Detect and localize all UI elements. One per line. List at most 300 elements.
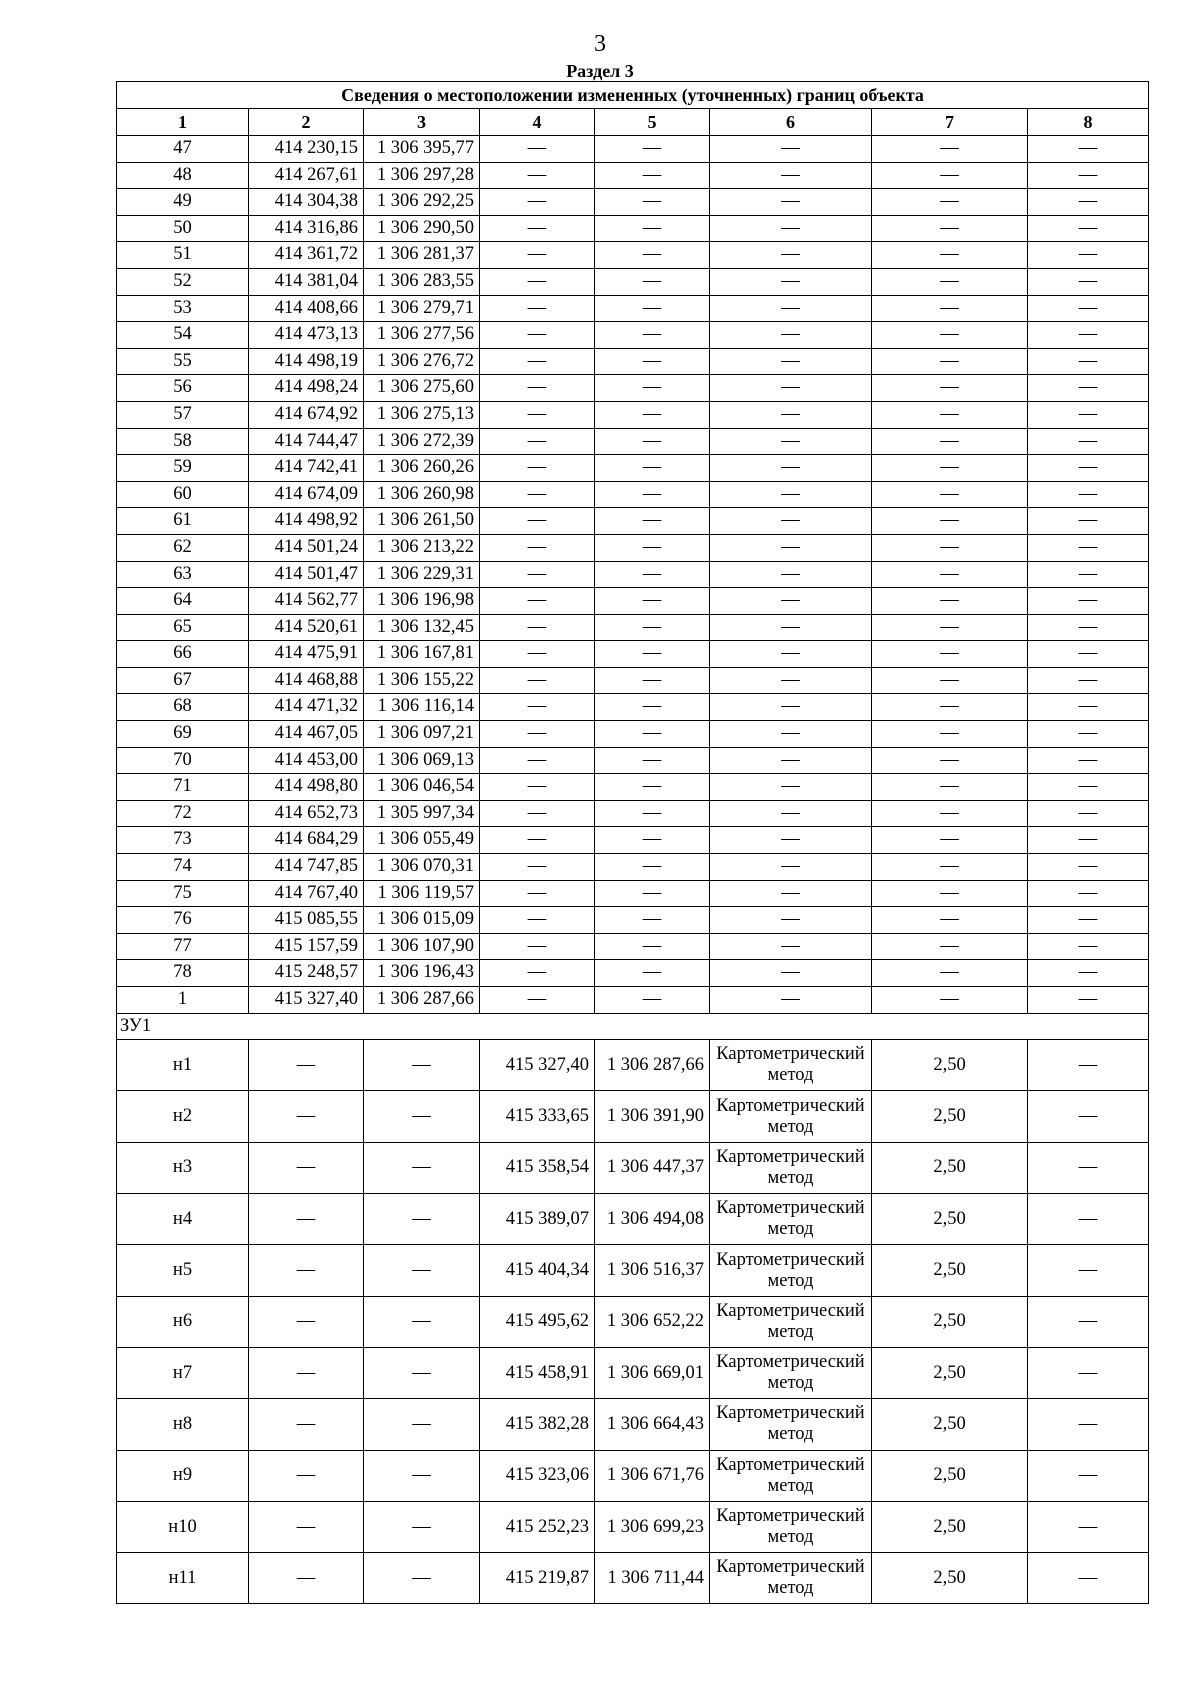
point-number-cell: 64 bbox=[117, 588, 249, 615]
table-row bbox=[117, 933, 1149, 960]
group-row bbox=[117, 1013, 1149, 1040]
empty-dash-cell: — bbox=[480, 375, 595, 402]
existing-x-cell: 414 747,85 bbox=[249, 854, 364, 881]
empty-dash-cell: — bbox=[364, 1040, 480, 1091]
empty-dash-cell: — bbox=[595, 641, 710, 668]
table-row bbox=[117, 880, 1149, 907]
point-number-cell: 69 bbox=[117, 721, 249, 748]
empty-dash-cell: — bbox=[1028, 854, 1149, 881]
empty-dash-cell: — bbox=[1028, 215, 1149, 242]
existing-y-cell: 1 306 281,37 bbox=[364, 242, 480, 269]
empty-dash-cell: — bbox=[1028, 667, 1149, 694]
empty-dash-cell: — bbox=[872, 295, 1028, 322]
accuracy-cell: 2,50 bbox=[872, 1040, 1028, 1091]
empty-dash-cell: — bbox=[872, 508, 1028, 535]
empty-dash-cell: — bbox=[364, 1296, 480, 1347]
empty-dash-cell: — bbox=[1028, 348, 1149, 375]
table-row bbox=[117, 1194, 1149, 1245]
table-row bbox=[117, 774, 1149, 801]
empty-dash-cell: — bbox=[1028, 694, 1149, 721]
method-cell: Картометрический метод bbox=[710, 1450, 872, 1501]
empty-dash-cell: — bbox=[872, 348, 1028, 375]
existing-x-cell: 414 684,29 bbox=[249, 827, 364, 854]
existing-x-cell: 415 085,55 bbox=[249, 907, 364, 934]
existing-x-cell: 414 381,04 bbox=[249, 268, 364, 295]
empty-dash-cell: — bbox=[710, 641, 872, 668]
empty-dash-cell: — bbox=[1028, 534, 1149, 561]
existing-x-cell: 414 744,47 bbox=[249, 428, 364, 455]
table-row bbox=[117, 747, 1149, 774]
accuracy-cell: 2,50 bbox=[872, 1501, 1028, 1552]
point-number-cell: 68 bbox=[117, 694, 249, 721]
empty-dash-cell: — bbox=[1028, 747, 1149, 774]
empty-dash-cell: — bbox=[710, 136, 872, 163]
empty-dash-cell: — bbox=[1028, 401, 1149, 428]
existing-x-cell: 414 471,32 bbox=[249, 694, 364, 721]
point-number-cell: 72 bbox=[117, 800, 249, 827]
empty-dash-cell: — bbox=[1028, 614, 1149, 641]
point-number-cell: 65 bbox=[117, 614, 249, 641]
existing-y-cell: 1 306 260,26 bbox=[364, 455, 480, 482]
empty-dash-cell: — bbox=[480, 162, 595, 189]
empty-dash-cell: — bbox=[1028, 1399, 1149, 1450]
empty-dash-cell: — bbox=[595, 481, 710, 508]
new-y-cell: 1 306 699,23 bbox=[595, 1501, 710, 1552]
empty-dash-cell: — bbox=[872, 614, 1028, 641]
accuracy-cell: 2,50 bbox=[872, 1553, 1028, 1604]
accuracy-cell: 2,50 bbox=[872, 1347, 1028, 1398]
accuracy-cell: 2,50 bbox=[872, 1194, 1028, 1245]
empty-dash-cell: — bbox=[1028, 641, 1149, 668]
method-cell: Картометрический метод bbox=[710, 1194, 872, 1245]
empty-dash-cell: — bbox=[595, 295, 710, 322]
new-y-cell: 1 306 711,44 bbox=[595, 1553, 710, 1604]
empty-dash-cell: — bbox=[595, 215, 710, 242]
empty-dash-cell: — bbox=[872, 667, 1028, 694]
empty-dash-cell: — bbox=[872, 561, 1028, 588]
method-cell: Картометрический метод bbox=[710, 1347, 872, 1398]
method-cell: Картометрический метод bbox=[710, 1553, 872, 1604]
new-y-cell: 1 306 664,43 bbox=[595, 1399, 710, 1450]
new-y-cell: 1 306 447,37 bbox=[595, 1142, 710, 1193]
empty-dash-cell: — bbox=[595, 907, 710, 934]
existing-x-cell: 414 361,72 bbox=[249, 242, 364, 269]
point-number-cell: 77 bbox=[117, 933, 249, 960]
empty-dash-cell: — bbox=[872, 481, 1028, 508]
table-row bbox=[117, 136, 1149, 163]
existing-y-cell: 1 306 196,43 bbox=[364, 960, 480, 987]
existing-y-cell: 1 306 395,77 bbox=[364, 136, 480, 163]
empty-dash-cell: — bbox=[595, 136, 710, 163]
point-number-cell: 55 bbox=[117, 348, 249, 375]
existing-y-cell: 1 306 287,66 bbox=[364, 987, 480, 1014]
empty-dash-cell: — bbox=[480, 322, 595, 349]
existing-x-cell: 414 230,15 bbox=[249, 136, 364, 163]
new-y-cell: 1 306 671,76 bbox=[595, 1450, 710, 1501]
existing-x-cell: 414 652,73 bbox=[249, 800, 364, 827]
table-row bbox=[117, 614, 1149, 641]
existing-y-cell: 1 306 279,71 bbox=[364, 295, 480, 322]
empty-dash-cell: — bbox=[710, 348, 872, 375]
empty-dash-cell: — bbox=[1028, 189, 1149, 216]
table-row bbox=[117, 401, 1149, 428]
table-row bbox=[117, 588, 1149, 615]
empty-dash-cell: — bbox=[595, 800, 710, 827]
point-number-cell: 70 bbox=[117, 747, 249, 774]
empty-dash-cell: — bbox=[1028, 1194, 1149, 1245]
accuracy-cell: 2,50 bbox=[872, 1450, 1028, 1501]
table-row bbox=[117, 481, 1149, 508]
existing-y-cell: 1 306 055,49 bbox=[364, 827, 480, 854]
empty-dash-cell: — bbox=[595, 162, 710, 189]
existing-x-cell: 415 327,40 bbox=[249, 987, 364, 1014]
point-number-cell: 67 bbox=[117, 667, 249, 694]
existing-x-cell: 415 248,57 bbox=[249, 960, 364, 987]
point-number-cell: 78 bbox=[117, 960, 249, 987]
existing-y-cell: 1 306 196,98 bbox=[364, 588, 480, 615]
existing-x-cell: 414 467,05 bbox=[249, 721, 364, 748]
existing-x-cell: 414 475,91 bbox=[249, 641, 364, 668]
empty-dash-cell: — bbox=[480, 907, 595, 934]
existing-y-cell: 1 306 070,31 bbox=[364, 854, 480, 881]
existing-y-cell: 1 306 155,22 bbox=[364, 667, 480, 694]
empty-dash-cell: — bbox=[710, 455, 872, 482]
empty-dash-cell: — bbox=[710, 401, 872, 428]
table-body bbox=[117, 136, 1149, 1604]
table-row bbox=[117, 348, 1149, 375]
empty-dash-cell: — bbox=[595, 854, 710, 881]
column-number: 2 bbox=[249, 109, 364, 136]
empty-dash-cell: — bbox=[710, 162, 872, 189]
existing-x-cell: 414 674,92 bbox=[249, 401, 364, 428]
empty-dash-cell: — bbox=[710, 588, 872, 615]
point-number-cell: 76 bbox=[117, 907, 249, 934]
empty-dash-cell: — bbox=[710, 322, 872, 349]
table-row bbox=[117, 1040, 1149, 1091]
empty-dash-cell: — bbox=[872, 401, 1028, 428]
point-number-cell: 73 bbox=[117, 827, 249, 854]
point-number-cell: 57 bbox=[117, 401, 249, 428]
empty-dash-cell: — bbox=[710, 987, 872, 1014]
empty-dash-cell: — bbox=[364, 1142, 480, 1193]
group-label-cell: ЗУ1 bbox=[117, 1013, 1149, 1040]
existing-x-cell: 414 501,24 bbox=[249, 534, 364, 561]
existing-x-cell: 414 267,61 bbox=[249, 162, 364, 189]
empty-dash-cell: — bbox=[595, 827, 710, 854]
table-row bbox=[117, 827, 1149, 854]
new-x-cell: 415 382,28 bbox=[480, 1399, 595, 1450]
empty-dash-cell: — bbox=[710, 189, 872, 216]
empty-dash-cell: — bbox=[1028, 721, 1149, 748]
empty-dash-cell: — bbox=[710, 907, 872, 934]
table-row bbox=[117, 215, 1149, 242]
accuracy-cell: 2,50 bbox=[872, 1245, 1028, 1296]
empty-dash-cell: — bbox=[249, 1450, 364, 1501]
empty-dash-cell: — bbox=[710, 774, 872, 801]
empty-dash-cell: — bbox=[872, 375, 1028, 402]
empty-dash-cell: — bbox=[480, 933, 595, 960]
point-number-cell: 60 bbox=[117, 481, 249, 508]
empty-dash-cell: — bbox=[710, 242, 872, 269]
empty-dash-cell: — bbox=[480, 508, 595, 535]
empty-dash-cell: — bbox=[364, 1553, 480, 1604]
new-y-cell: 1 306 669,01 bbox=[595, 1347, 710, 1398]
point-number-cell: н8 bbox=[117, 1399, 249, 1450]
new-x-cell: 415 458,91 bbox=[480, 1347, 595, 1398]
empty-dash-cell: — bbox=[595, 880, 710, 907]
empty-dash-cell: — bbox=[364, 1245, 480, 1296]
empty-dash-cell: — bbox=[480, 136, 595, 163]
method-cell: Картометрический метод bbox=[710, 1501, 872, 1552]
empty-dash-cell: — bbox=[364, 1091, 480, 1142]
empty-dash-cell: — bbox=[710, 854, 872, 881]
point-number-cell: н10 bbox=[117, 1501, 249, 1552]
table-row bbox=[117, 1347, 1149, 1398]
empty-dash-cell: — bbox=[1028, 561, 1149, 588]
existing-x-cell: 414 498,80 bbox=[249, 774, 364, 801]
point-number-cell: 71 bbox=[117, 774, 249, 801]
empty-dash-cell: — bbox=[595, 375, 710, 402]
empty-dash-cell: — bbox=[872, 136, 1028, 163]
empty-dash-cell: — bbox=[872, 800, 1028, 827]
empty-dash-cell: — bbox=[364, 1194, 480, 1245]
empty-dash-cell: — bbox=[872, 588, 1028, 615]
empty-dash-cell: — bbox=[595, 428, 710, 455]
table-row bbox=[117, 189, 1149, 216]
empty-dash-cell: — bbox=[595, 721, 710, 748]
point-number-cell: 75 bbox=[117, 880, 249, 907]
existing-x-cell: 414 742,41 bbox=[249, 455, 364, 482]
empty-dash-cell: — bbox=[480, 189, 595, 216]
point-number-cell: н9 bbox=[117, 1450, 249, 1501]
empty-dash-cell: — bbox=[1028, 162, 1149, 189]
existing-y-cell: 1 306 276,72 bbox=[364, 348, 480, 375]
method-cell: Картометрический метод bbox=[710, 1296, 872, 1347]
empty-dash-cell: — bbox=[1028, 295, 1149, 322]
new-x-cell: 415 333,65 bbox=[480, 1091, 595, 1142]
empty-dash-cell: — bbox=[710, 375, 872, 402]
point-number-cell: 48 bbox=[117, 162, 249, 189]
empty-dash-cell: — bbox=[480, 960, 595, 987]
empty-dash-cell: — bbox=[480, 747, 595, 774]
new-x-cell: 415 495,62 bbox=[480, 1296, 595, 1347]
empty-dash-cell: — bbox=[872, 747, 1028, 774]
table-row bbox=[117, 162, 1149, 189]
empty-dash-cell: — bbox=[480, 428, 595, 455]
table-caption: Сведения о местоположении измененных (уточненных) границ объекта bbox=[117, 82, 1149, 109]
empty-dash-cell: — bbox=[710, 428, 872, 455]
empty-dash-cell: — bbox=[249, 1501, 364, 1552]
empty-dash-cell: — bbox=[364, 1399, 480, 1450]
empty-dash-cell: — bbox=[595, 189, 710, 216]
empty-dash-cell: — bbox=[480, 721, 595, 748]
table-row bbox=[117, 561, 1149, 588]
existing-x-cell: 414 520,61 bbox=[249, 614, 364, 641]
empty-dash-cell: — bbox=[1028, 508, 1149, 535]
column-number: 5 bbox=[595, 109, 710, 136]
point-number-cell: н11 bbox=[117, 1553, 249, 1604]
point-number-cell: 59 bbox=[117, 455, 249, 482]
existing-y-cell: 1 306 261,50 bbox=[364, 508, 480, 535]
point-number-cell: н4 bbox=[117, 1194, 249, 1245]
empty-dash-cell: — bbox=[1028, 455, 1149, 482]
empty-dash-cell: — bbox=[710, 295, 872, 322]
empty-dash-cell: — bbox=[710, 215, 872, 242]
new-x-cell: 415 404,34 bbox=[480, 1245, 595, 1296]
empty-dash-cell: — bbox=[1028, 481, 1149, 508]
empty-dash-cell: — bbox=[872, 774, 1028, 801]
new-y-cell: 1 306 391,90 bbox=[595, 1091, 710, 1142]
empty-dash-cell: — bbox=[872, 987, 1028, 1014]
empty-dash-cell: — bbox=[249, 1399, 364, 1450]
empty-dash-cell: — bbox=[710, 880, 872, 907]
table-row bbox=[117, 800, 1149, 827]
empty-dash-cell: — bbox=[595, 534, 710, 561]
empty-dash-cell: — bbox=[1028, 1245, 1149, 1296]
point-number-cell: н5 bbox=[117, 1245, 249, 1296]
empty-dash-cell: — bbox=[595, 933, 710, 960]
new-x-cell: 415 389,07 bbox=[480, 1194, 595, 1245]
point-number-cell: 63 bbox=[117, 561, 249, 588]
empty-dash-cell: — bbox=[1028, 1296, 1149, 1347]
empty-dash-cell: — bbox=[595, 747, 710, 774]
empty-dash-cell: — bbox=[1028, 1553, 1149, 1604]
existing-y-cell: 1 306 297,28 bbox=[364, 162, 480, 189]
empty-dash-cell: — bbox=[710, 614, 872, 641]
method-cell: Картометрический метод bbox=[710, 1142, 872, 1193]
empty-dash-cell: — bbox=[872, 960, 1028, 987]
empty-dash-cell: — bbox=[1028, 774, 1149, 801]
point-number-cell: 54 bbox=[117, 322, 249, 349]
empty-dash-cell: — bbox=[872, 880, 1028, 907]
empty-dash-cell: — bbox=[710, 747, 872, 774]
table-row bbox=[117, 907, 1149, 934]
empty-dash-cell: — bbox=[480, 588, 595, 615]
existing-y-cell: 1 306 229,31 bbox=[364, 561, 480, 588]
empty-dash-cell: — bbox=[364, 1501, 480, 1552]
column-number: 4 bbox=[480, 109, 595, 136]
empty-dash-cell: — bbox=[480, 295, 595, 322]
table-row bbox=[117, 1501, 1149, 1552]
existing-x-cell: 414 473,13 bbox=[249, 322, 364, 349]
existing-x-cell: 414 453,00 bbox=[249, 747, 364, 774]
method-cell: Картометрический метод bbox=[710, 1399, 872, 1450]
empty-dash-cell: — bbox=[872, 827, 1028, 854]
empty-dash-cell: — bbox=[872, 268, 1028, 295]
empty-dash-cell: — bbox=[872, 215, 1028, 242]
empty-dash-cell: — bbox=[480, 800, 595, 827]
new-y-cell: 1 306 652,22 bbox=[595, 1296, 710, 1347]
table-row bbox=[117, 455, 1149, 482]
existing-y-cell: 1 306 107,90 bbox=[364, 933, 480, 960]
empty-dash-cell: — bbox=[480, 268, 595, 295]
accuracy-cell: 2,50 bbox=[872, 1091, 1028, 1142]
table-row bbox=[117, 1296, 1149, 1347]
existing-x-cell: 414 562,77 bbox=[249, 588, 364, 615]
empty-dash-cell: — bbox=[1028, 933, 1149, 960]
table-row bbox=[117, 322, 1149, 349]
table-row bbox=[117, 268, 1149, 295]
point-number-cell: 53 bbox=[117, 295, 249, 322]
accuracy-cell: 2,50 bbox=[872, 1399, 1028, 1450]
column-number: 3 bbox=[364, 109, 480, 136]
new-x-cell: 415 327,40 bbox=[480, 1040, 595, 1091]
point-number-cell: 1 bbox=[117, 987, 249, 1014]
existing-x-cell: 414 498,24 bbox=[249, 375, 364, 402]
empty-dash-cell: — bbox=[710, 933, 872, 960]
existing-y-cell: 1 306 290,50 bbox=[364, 215, 480, 242]
empty-dash-cell: — bbox=[249, 1347, 364, 1398]
empty-dash-cell: — bbox=[595, 667, 710, 694]
existing-y-cell: 1 306 116,14 bbox=[364, 694, 480, 721]
point-number-cell: 66 bbox=[117, 641, 249, 668]
empty-dash-cell: — bbox=[480, 455, 595, 482]
new-y-cell: 1 306 516,37 bbox=[595, 1245, 710, 1296]
empty-dash-cell: — bbox=[872, 854, 1028, 881]
existing-x-cell: 414 304,38 bbox=[249, 189, 364, 216]
existing-y-cell: 1 306 119,57 bbox=[364, 880, 480, 907]
point-number-cell: н1 bbox=[117, 1040, 249, 1091]
column-number: 6 bbox=[710, 109, 872, 136]
existing-y-cell: 1 306 292,25 bbox=[364, 189, 480, 216]
existing-y-cell: 1 306 283,55 bbox=[364, 268, 480, 295]
empty-dash-cell: — bbox=[872, 721, 1028, 748]
empty-dash-cell: — bbox=[1028, 242, 1149, 269]
existing-y-cell: 1 306 272,39 bbox=[364, 428, 480, 455]
empty-dash-cell: — bbox=[480, 854, 595, 881]
existing-x-cell: 414 674,09 bbox=[249, 481, 364, 508]
new-x-cell: 415 219,87 bbox=[480, 1553, 595, 1604]
empty-dash-cell: — bbox=[364, 1450, 480, 1501]
table-row bbox=[117, 375, 1149, 402]
empty-dash-cell: — bbox=[595, 242, 710, 269]
empty-dash-cell: — bbox=[1028, 800, 1149, 827]
point-number-cell: 56 bbox=[117, 375, 249, 402]
empty-dash-cell: — bbox=[595, 960, 710, 987]
point-number-cell: н6 bbox=[117, 1296, 249, 1347]
table-row bbox=[117, 1553, 1149, 1604]
existing-y-cell: 1 306 132,45 bbox=[364, 614, 480, 641]
table-row bbox=[117, 641, 1149, 668]
empty-dash-cell: — bbox=[595, 268, 710, 295]
empty-dash-cell: — bbox=[249, 1296, 364, 1347]
empty-dash-cell: — bbox=[249, 1553, 364, 1604]
table-row bbox=[117, 508, 1149, 535]
empty-dash-cell: — bbox=[872, 641, 1028, 668]
empty-dash-cell: — bbox=[595, 588, 710, 615]
empty-dash-cell: — bbox=[1028, 880, 1149, 907]
section-title: Раздел 3 bbox=[566, 61, 634, 81]
empty-dash-cell: — bbox=[872, 242, 1028, 269]
empty-dash-cell: — bbox=[710, 827, 872, 854]
empty-dash-cell: — bbox=[710, 268, 872, 295]
empty-dash-cell: — bbox=[710, 694, 872, 721]
column-number-row bbox=[117, 109, 1149, 136]
empty-dash-cell: — bbox=[1028, 987, 1149, 1014]
point-number-cell: 50 bbox=[117, 215, 249, 242]
column-number: 8 bbox=[1028, 109, 1149, 136]
boundary-table bbox=[116, 81, 1149, 1604]
empty-dash-cell: — bbox=[480, 401, 595, 428]
existing-y-cell: 1 306 275,13 bbox=[364, 401, 480, 428]
existing-y-cell: 1 306 015,09 bbox=[364, 907, 480, 934]
table-row bbox=[117, 428, 1149, 455]
empty-dash-cell: — bbox=[1028, 1091, 1149, 1142]
table-row bbox=[117, 1399, 1149, 1450]
empty-dash-cell: — bbox=[1028, 1040, 1149, 1091]
empty-dash-cell: — bbox=[595, 694, 710, 721]
existing-y-cell: 1 306 260,98 bbox=[364, 481, 480, 508]
